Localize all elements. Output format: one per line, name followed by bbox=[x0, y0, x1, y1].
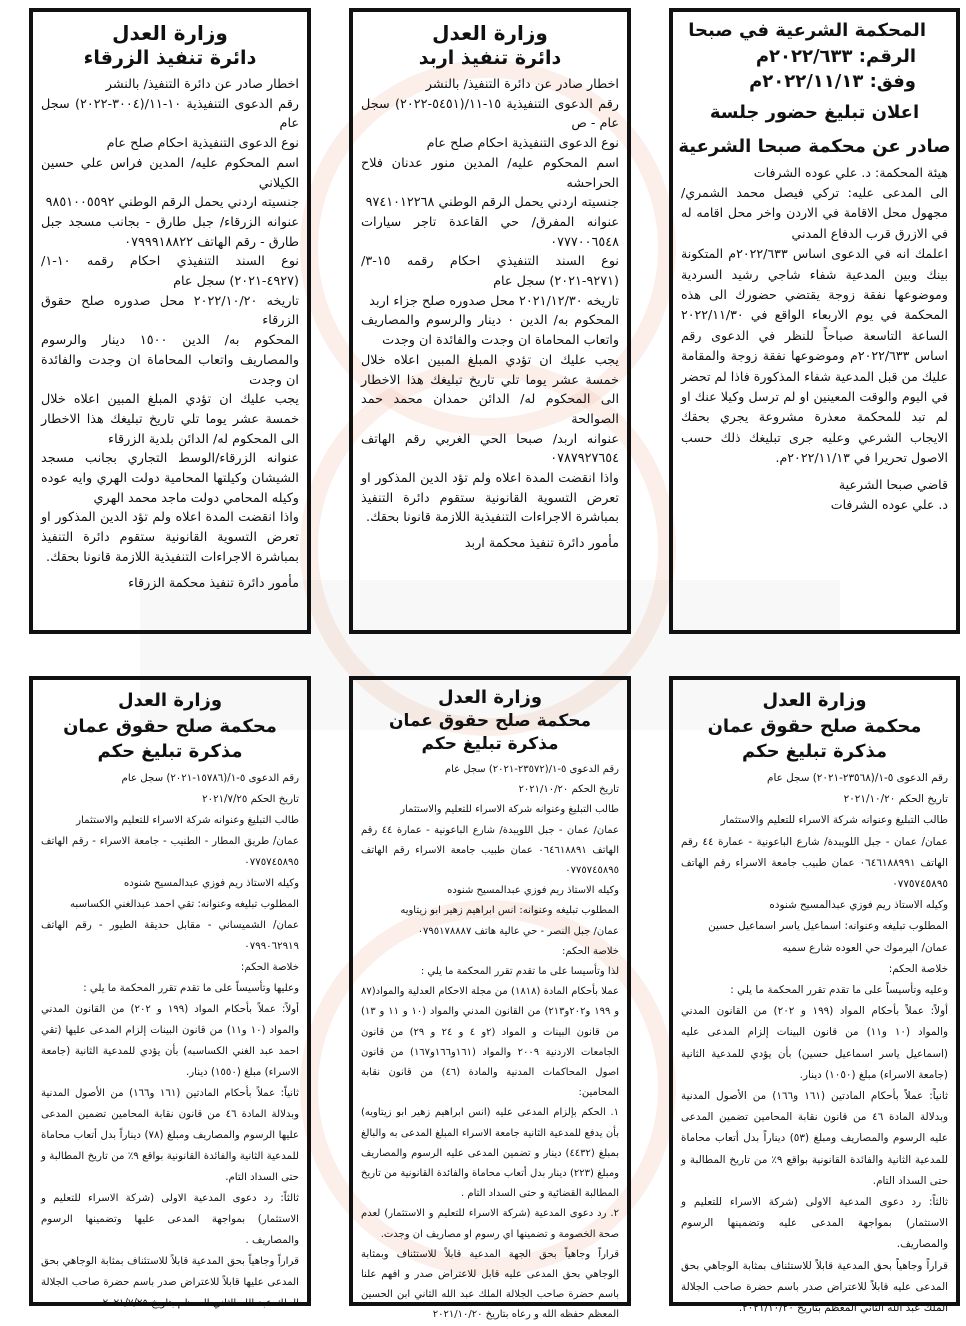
notice-paragraph: نوع السند التنفيذي احكام رقمه ١٥-٣/ (٩٢٧١-٢٠٢١) سجل عام bbox=[361, 254, 619, 290]
notice-paragraph: عمان/ جبل النصر - حي عالية هاتف ٠٧٩٥١٧٨٨٨٧ bbox=[417, 925, 619, 937]
notice-amman-judgment-3 bbox=[29, 676, 311, 1309]
notice-paragraph: وكيله الاستاذ ريم فوزي عبدالمسيح شنوده bbox=[447, 885, 619, 897]
notice-paragraph: أولاً: عملاً بأحكام المواد (١٩٩ و ٢٠٢) من القانون المدني والمواد (١٠ و١١) من قانون البينات إلزام المدعى عليها (تقي احمد عبد الغني الكساسبه) بأن يؤدي للمدعية الثانية (جامعة الاسراء) مبلغ (١٥٥٠) دينار. bbox=[41, 1004, 300, 1078]
notice-paragraph: قراراً وجاهياً بحق المدعية قابلاً للاستئناف بمثابة الوجاهي بحق المدعى عليه قابلاً للاعتراض صدر باسم حضرة صاحب الجلالة الملك عبد الله الثاني المعظم بتاريخ ٢٠٢١/١٠/٢٠. bbox=[681, 1259, 948, 1315]
notice-paragraph: المحكوم به/ الدين ١٥٠٠ دينار والرسوم والمصاريف واتعاب المحاماة ان وجدت والفائدة ان وجدت bbox=[41, 333, 299, 388]
notice-heading-line: المحكمة الشرعية في صبحا bbox=[688, 20, 926, 41]
notice-paragraph: اخطار صادر عن دائرة التنفيذ/ بالنشر bbox=[105, 77, 299, 92]
notice-body bbox=[33, 71, 307, 593]
notice-heading-line: صادر عن محكمة صبحا الشرعية bbox=[678, 135, 951, 157]
notice-paragraph: وعليها وتأسيساً على ما تقدم تقرر المحكمة ما يلي : bbox=[83, 983, 299, 994]
notice-paragraph: اخطار صادر عن دائرة التنفيذ/ بالنشر bbox=[425, 77, 619, 92]
notice-paragraph: اعلمك انه في الدعوى اساس ٢٠٢٢/٦٣٣م المتكونة بينك وبين المدعية شفاء شاجي رشيد السردية وموضوعها نفقة زوجة يقتضي حضورك الى هذه المحكمة في يوم الاربعاء الواقع في ٢٠٢٢/١١/٣٠ الساعة التاسعة صباحاً للنظر في الدعوى رقم اساس ٢٠٢٢/٦٣٣م وموضوعها نفقة زوجة والمقامة عليك من قبل المدعية شفاء المذكورة فاذا لم تحضر في اليوم والوقت المعينين او لم ترسل وكيلا عنك او لم تبد للمحكمة معذرة مشروعة يجري بحقك الايجاب الشرعي وعليه جرى تبليغك ذلك حسب الاصول تحريرا في ٢٠٢٢/١١/١٣م. bbox=[681, 246, 949, 466]
notice-signature bbox=[681, 475, 948, 516]
signature-line: مأمور دائرة تنفيذ محكمة اربد bbox=[464, 536, 619, 552]
notice-paragraph: ٢. رد دعوى المدعية (شركة الاسراء للتعليم و الاستثمار) لعدم صحة الخصومة و تضمينها اي رسوم او مصاريف ان وجدت. bbox=[361, 1208, 619, 1240]
notice-paragraph: طالب التبليغ وعنوانه شركة الاسراء للتعليم والاستثمار bbox=[400, 804, 619, 816]
notice-zarqa-execution bbox=[29, 8, 311, 634]
notice-paragraph: طالب التبليغ وعنوانه شركة الاسراء للتعليم والاستثمار bbox=[720, 814, 948, 827]
notice-body bbox=[353, 71, 627, 554]
notice-heading-line: اعلان تبليغ حضور جلسة bbox=[709, 101, 920, 123]
notice-heading-line: محكمة صلح حقوق عمان bbox=[389, 711, 591, 731]
notice-paragraph: تاريخ الحكم ٢٠٢١/١٠/٢٠ bbox=[518, 784, 619, 796]
notice-heading-line: دائرة تنفيذ اربد bbox=[418, 47, 562, 69]
notice-paragraph: خلاصة الحكم: bbox=[240, 962, 299, 973]
notice-paragraph: وكيله الاستاذ ريم فوزي عبدالمسيح شنوده bbox=[123, 878, 299, 889]
notice-paragraph: المطلوب تبليغه وعنوانه: اسماعيل ياسر اسماعيل حسين bbox=[708, 920, 948, 933]
notice-signature bbox=[41, 574, 299, 594]
notice-body bbox=[33, 764, 307, 1314]
notice-paragraph: وعليه وتأسيساً على ما تقدم تقرر المحكمة ما يلي : bbox=[730, 984, 948, 997]
notice-paragraph: تاريخ الحكم ٢٠٢١/٧/٢٥ bbox=[202, 794, 299, 805]
notice-paragraph: عمان/ طريق المطار - الطنيب - جامعة الاسراء - رقم الهاتف ٠٧٧٥٧٤٥٨٩٥ bbox=[41, 836, 299, 868]
notice-paragraph: المطلوب تبليغه وعنوانه: تقي احمد عبدالغني الكساسبه bbox=[69, 899, 299, 910]
notice-paragraph: رقم الدعوى التنفيذية ١٥-١١/(٥٤٥١-٢٠٢٢) سجل عام - ص bbox=[361, 96, 619, 132]
notice-paragraph: عمان/ عمان - جبل اللويبدة/ شارع الباعونية - عمارة ٤٤ رقم الهاتف ٠٦٤٦١٨٨٩١ عمان طبيب جامعة الاسراء رقم الهاتف ٠٧٧٥٧٤٥٨٩٥ bbox=[361, 824, 619, 877]
notice-paragraph: عنوانه اربد/ صبحا الحي الغربي رقم الهاتف ٠٧٨٧٩٢٧٦٥٤ bbox=[361, 431, 619, 467]
notice-paragraph: ثانياً: عملاً بأحكام المادتين (١٦١ و١٦٦) من الأصول المدنية وبدلالة المادة ٤٦ من قانون نقابة المحامين تضمين المدعى عليها الرسوم والمصاريف ومبلغ (٧٨) ديناراً بدل أتعاب محاماة للمدعية الثانية والفائدة القانونية بواقع ٩٪ من تاريخ المطالبة و حتى السداد التام. bbox=[41, 1088, 299, 1183]
signature-line: قاضي صبحا الشرعية bbox=[838, 476, 948, 492]
notice-paragraph: وكيله الاستاذ ريم فوزي عبدالمسيح شنوده bbox=[769, 899, 948, 912]
notice-heading-line: محكمة صلح حقوق عمان bbox=[63, 716, 277, 737]
notice-paragraph: تاريخه ٢٠٢١/١٢/٣٠ محل صدوره صلح جزاء اربد bbox=[369, 293, 619, 309]
notice-paragraph: ثالثاً: رد دعوى المدعية الاولى (شركة الاسراء للتعليم و الاستثمار) بمواجهة المدعى عليه وتضمينها الرسوم والمصاريف. bbox=[681, 1196, 948, 1251]
notice-sabha-sharia-court bbox=[669, 8, 960, 634]
notice-paragraph: اسم المحكوم عليه/ المدين فراس علي حسين الكيلاني bbox=[41, 155, 299, 191]
notice-paragraph: يجب عليك ان تؤدي المبلغ المبين اعلاه خلال خمسة عشر يوما تلي تاريخ تبليغك هذا الاخطار الى المحكوم له/ الدائن حمدان محمد حمد الصوالحة bbox=[361, 352, 619, 427]
notice-paragraph: رقم الدعوى التنفيذية ١٠-١١/(٣٠٠٤-٢٠٢٢) سجل عام bbox=[41, 96, 299, 132]
notice-paragraph: أولاً: عملاً بأحكام المواد (١٩٩ و ٢٠٢) من القانون المدني والمواد (١٠ و١١) من قانون البينات إلزام المدعى عليه (اسماعيل ياسر اسماعيل حسين) بأن يؤدي للمدعية الثانية (جامعة الاسراء) مبلغ (١٠٥٠) دينار. bbox=[681, 1005, 949, 1081]
notice-paragraph: نوع الدعوى التنفيذية احكام صلح عام bbox=[426, 136, 619, 152]
notice-heading-line: مذكرة تبليغ حكم bbox=[97, 741, 243, 762]
notice-paragraph: عمان/ اليرموك حي العوده شارع سميه bbox=[782, 941, 948, 954]
notice-heading-line: وفق: ٢٠٢٢/١١/١٣م bbox=[749, 71, 916, 92]
notice-paragraph: تاريخ الحكم ٢٠٢١/١٠/٢٠ bbox=[843, 793, 948, 806]
notice-heading-line: الرقم: ٢٠٢٢/٦٣٣م bbox=[755, 45, 916, 67]
notice-heading-line: مذكرة تبليغ حكم bbox=[421, 734, 559, 754]
notice-heading-line: وزارة العدل bbox=[432, 21, 548, 45]
notice-paragraph: رقم الدعوى ٥-١/(٢٣٥٦٨-٢٠٢١) سجل عام bbox=[767, 772, 948, 784]
notice-paragraph: واذا انقضت المدة اعلاه ولم تؤد الدين المذكور او تعرض التسوية القانونية ستقوم دائرة التنفيذ بمباشرة الاجراءات التنفيذية اللازمة قانونا بحقك. bbox=[361, 471, 619, 526]
notice-paragraph: نوع الدعوى التنفيذية احكام صلح عام bbox=[106, 136, 299, 152]
notice-paragraph: رقم الدعوى ٥-١/(١٥٧٨٦-٢٠٢١) سجل عام bbox=[121, 773, 299, 784]
notice-heading-line: وزارة العدل bbox=[112, 21, 228, 45]
notice-paragraph: رقم الدعوى ٥-١/(٢٣٥٧٢-٢٠٢١) سجل عام bbox=[444, 764, 619, 775]
notice-body bbox=[673, 764, 956, 1319]
notice-paragraph: يجب عليك ان تؤدي المبلغ المبين اعلاه خلال خمسة عشر يوما تلي تاريخ تبليغك هذا الاخطار الى المحكوم له/ الدائن بلدية الزرقاء bbox=[41, 392, 299, 447]
notice-paragraph: خلاصة الحكم: bbox=[888, 962, 948, 975]
notice-paragraph: جنسيته اردني يحمل الرقم الوطني ٩٧٤١٠١٢٢٦٨ bbox=[365, 195, 619, 211]
notice-paragraph: واذا انقضت المدة اعلاه ولم تؤد الدين المذكور او تعرض التسوية القانونية ستقوم دائرة التنفيذ بمباشرة الاجراءات التنفيذية اللازمة قانونا بحقك. bbox=[41, 510, 299, 565]
notice-body bbox=[673, 161, 956, 516]
notice-paragraph: نوع السند التنفيذي احكام رقمه ١٠-١/ (٤٩٢٧-٢٠٢١) سجل عام bbox=[41, 254, 299, 290]
notice-heading-line: محكمة صلح حقوق عمان bbox=[707, 716, 922, 737]
notice-paragraph: لذا وتأسيسا على ما تقدم تقرر المحكمة ما يلي : bbox=[420, 966, 619, 978]
notice-paragraph: طالب التبليغ وعنوانه شركة الاسراء للتعليم والاستثمار bbox=[76, 815, 299, 826]
notice-paragraph: قراراً وجاهياً بحق المدعية قابلاً للاستئناف بمثابة الوجاهي بحق المدعى عليها قابلاً للاعتراض صدر باسم حضرة صاحب الجلالة الملك عبد الله الثاني المعظم بتاريخ ٢٠٢١/٧/٢٥. bbox=[41, 1256, 299, 1309]
signature-line: مأمور دائرة تنفيذ محكمة الزرقاء bbox=[128, 575, 299, 591]
notice-heading-line: وزارة العدل bbox=[762, 690, 867, 711]
notice-paragraph: عنوانه الزرقاء/ جبل طارق - بجانب مسجد جبل طارق - رقم الهاتف ٠٧٩٩٩١٨٨٢٢ bbox=[41, 214, 299, 250]
notice-signature bbox=[361, 534, 619, 554]
notice-paragraph: الى المدعى عليه: تركي فيصل محمد الشمري/ مجهول محل الاقامة في الاردن واخر محل اقامه له في الازرق قرب الدفاع المدني bbox=[681, 184, 948, 241]
notice-paragraph: قراراً وجاهياً بحق الجهة المدعية قابلاً للاستئناف وبمثابة الوجاهي بحق المدعى عليه قابل للاعتراض صدر و افهم علنا باسم حضرة صاحب الجلالة الملك عبد الله الثاني ابن الحسين المعظم حفظه الله و رعاه بتاريخ ٢٠٢١/١٠/٢٠ bbox=[361, 1248, 619, 1321]
notice-amman-judgment-1 bbox=[669, 676, 960, 1315]
notice-paragraph: ١. الحكم بإلزام المدعى عليه (انس ابراهيم زهير ابو زيتاويه) بأن يدفع للمدعية الثانية جامعة الاسراء المبلغ المدعى به والبالغ بمبلغ (٤٤٣٢) دينار و تضمين المدعى عليه الرسوم والمصاريف ومبلغ (٢٢٣) دينار بدل أتعاب محاماة والفائدة القانونية من تاريخ المطالبة القضائية و حتى السداد التام . bbox=[361, 1107, 620, 1200]
notice-amman-judgment-2 bbox=[349, 676, 631, 1321]
notice-paragraph: جنسيته اردني يحمل الرقم الوطني ٩٨٥١٠٠٥٥٩٢ bbox=[45, 195, 299, 211]
notice-paragraph: ثانياً: عملاً بأحكام المادتين (١٦١ و١٦٦) من الأصول المدنية وبدلالة المادة ٤٦ من قانون نقابة المحامين تضمين المدعى عليه الرسوم والمصاريف ومبلغ (٥٣) ديناراً بدل أتعاب محاماة للمدعية الثانية والفائدة القانونية بواقع ٩٪ من تاريخ المطالبة و حتى السداد التام. bbox=[681, 1090, 949, 1187]
notice-paragraph: عمان/ عمان - جبل اللويبدة/ شارع الباعونية - عمارة ٤٤ رقم الهاتف ٠٦٤٦١٨٨٩٩١ عمان طبيب جامعة الاسراء رقم الهاتف ٠٧٧٥٧٤٥٨٩٥ bbox=[681, 835, 948, 891]
notice-paragraph: هيئة المحكمة: د. علي عوده الشرفات bbox=[753, 164, 948, 180]
notice-paragraph: المطلوب تبليغه وعنوانه: انس ابراهيم زهير ابو زيتاويه bbox=[400, 905, 619, 917]
notice-paragraph: اسم المحكوم عليه/ المدين منور عدنان فلاح الحراحشه bbox=[361, 155, 619, 191]
notice-paragraph: ثالثاً: رد دعوى المدعية الاولى (شركة الاسراء للتعليم و الاستثمار) بمواجهة المدعى عليها وتضمينها الرسوم والمصاريف . bbox=[41, 1193, 299, 1246]
notice-paragraph: عمان/ الشميساني - مقابل حديقة الطيور - رقم الهاتف ٠٧٩٩٠٦٢٩١٩ bbox=[41, 920, 299, 952]
notice-paragraph: عنوانه المفرق/ حي القاعدة تاجر سيارات ٠٧٧٧٠٠٦٥٤٨ bbox=[361, 214, 619, 250]
notice-body bbox=[353, 756, 627, 1326]
notice-heading-line: دائرة تنفيذ الزرقاء bbox=[83, 47, 257, 69]
notice-heading-line: وزارة العدل bbox=[437, 687, 543, 708]
notice-paragraph: عملا بأحكام المادة (١٨١٨) من مجلة الاحكام العدلية والمواد(٨٧ و ١٩٩ و٢٠٢و٢١٣) من القانون المدني والمواد (١٠ و ١١ و ١٣) من قانون البينات و المواد (٢و ٤ و ٢٤ و ٢٩) من قانون الجامعات الاردنية ٢٠٠٩ والمواد (١٦١و١٦٦و١٦٧) من قانون اصول المحاكمات المدنية والمادة (٤٦) من قانون نقابة المحامين: bbox=[361, 986, 620, 1099]
notice-paragraph: عنوانه الزرقاء/الوسط التجاري بجانب مسجد الشيشان وكيلتها المحامية دولت الهري وايه عوده وكيله المحامي دولت ماجد محمد الهري bbox=[41, 451, 299, 506]
notice-paragraph: تاريخه ٢٠٢٢/١٠/٢٠ محل صدوره صلح حقوق الزرقاء bbox=[41, 293, 299, 329]
notice-heading-line: مذكرة تبليغ حكم bbox=[741, 741, 888, 762]
notice-irbid-execution bbox=[349, 8, 631, 634]
notice-paragraph: خلاصة الحكم: bbox=[561, 945, 619, 957]
notice-heading-line: وزارة العدل bbox=[117, 690, 223, 711]
notice-paragraph: المحكوم به/ الدين ٠ دينار والرسوم والمصاريف واتعاب المحاماة ان وجدت والفائدة ان وجدت bbox=[361, 313, 619, 349]
signature-line: د. علي عوده الشرفات bbox=[830, 497, 948, 512]
